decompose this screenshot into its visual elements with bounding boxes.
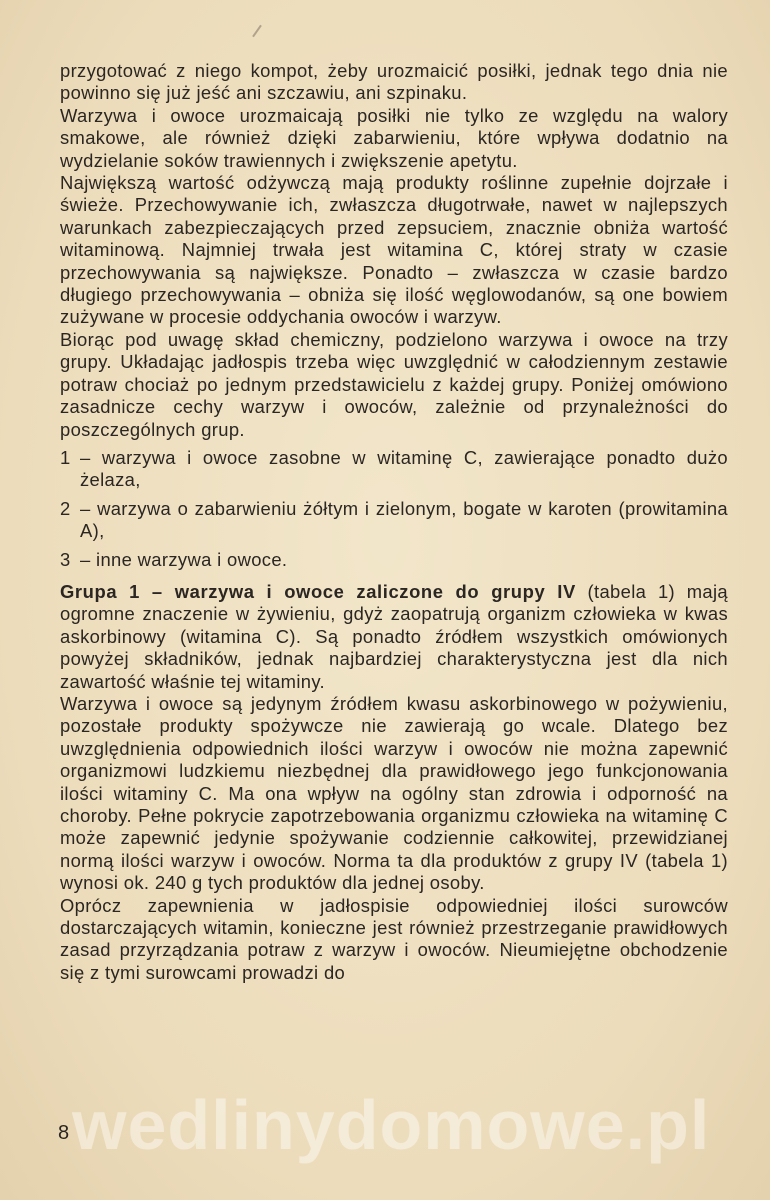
- group1-text: (tabela 1) mają ogromne znaczenie w żywieniu, gdyż zaopatrują organizm człowieka w kwas askorbinowy (witamina C). Są ponadto źródłem wszystkich omówionych powyżej składników, jednak najbardziej charakterystyczna jest dla nich zawartość właśnie tej witaminy.: [60, 580, 728, 692]
- list-item: [60, 498, 728, 543]
- groups-list: [60, 447, 728, 571]
- scan-mark: [252, 25, 262, 38]
- list-item-text: – warzywa o zabarwieniu żółtym i zielonym, bogate w karoten (prowitamina A),: [80, 497, 728, 542]
- list-item: [60, 549, 728, 571]
- list-item-text: – inne warzywa i owoce.: [80, 548, 288, 570]
- list-item-number: 2: [60, 497, 71, 519]
- group1-paragraph: [60, 581, 728, 693]
- paragraph-3: Największą wartość odżywczą mają produkty roślinne zupełnie dojrzałe i świeże. Przechowywanie ich, zwłaszcza długotrwałe, nawet w najlepszych warunkach zabezpieczających przed zepsuciem, znacznie obniża wartość witaminową. Najmniej trwała jest witamina C, której straty w czasie przechowywania są największe. Ponadto – zwłaszcza w czasie bardzo długiego przechowywania – obniża się ilość węglowodanów, są one bowiem zużywane w procesie oddychania owoców i warzyw.: [60, 172, 728, 328]
- paragraph-6: Warzywa i owoce są jedynym źródłem kwasu askorbinowego w pożywieniu, pozostałe produkty spożywcze nie zawierają go wcale. Dlatego bez uwzględnienia odpowiednich ilości warzyw i owoców nie można zapewnić organizmowi ludzkiemu niezbędnej dla prawidłowego jego funkcjonowania ilości witaminy C. Ma ona wpływ na ogólny stan zdrowia i odporność na choroby. Pełne pokrycie zapotrzebowania organizmu człowieka na witaminę C może zapewnić jedynie spożywanie codziennie całkowitej, przewidzianej normą ilości warzyw i owoców. Norma ta dla produktów z grupy IV (tabela 1) wynosi ok. 240 g tych produktów dla jednej osoby.: [60, 692, 728, 894]
- paragraph-4: Biorąc pod uwagę skład chemiczny, podzielono warzywa i owoce na trzy grupy. Układając jadłospis trzeba więc uwzględnić w całodziennym zestawie potraw chociaż po jednym przedstawicielu z każdej grupy. Poniżej omówiono zasadnicze cechy warzyw i owoców, zależnie od przynależności do poszczególnych grup.: [60, 328, 728, 440]
- list-item-number: 1: [60, 446, 71, 468]
- page-number: 8: [58, 1122, 70, 1144]
- paragraph-1: przygotować z niego kompot, żeby urozmaicić posiłki, jednak tego dnia nie powinno się już jeść ani szczawiu, ani szpinaku.: [60, 60, 728, 104]
- list-item: [60, 447, 728, 492]
- paragraph-7: Oprócz zapewnienia w jadłospisie odpowiedniej ilości surowców dostarczających witamin, konieczne jest również przestrzeganie prawidłowych zasad przyrządzania potraw z warzyw i owoców. Nieumiejętne obchodzenie się z tymi surowcami prowadzi do: [60, 894, 728, 983]
- watermark: wedlinydomowe.pl: [72, 1086, 711, 1164]
- page-text: [60, 60, 728, 984]
- list-item-number: 3: [60, 548, 71, 570]
- paragraph-2: Warzywa i owoce urozmaicają posiłki nie tylko ze względu na walory smakowe, ale również dzięki zabarwieniu, które wpływa dodatnio na wydzielanie soków trawiennych i zwiększenie apetytu.: [60, 104, 728, 171]
- group1-heading: Grupa 1 – warzywa i owoce zaliczone do grupy IV: [60, 580, 576, 602]
- list-item-text: – warzywa i owoce zasobne w witaminę C, zawierające ponadto dużo żelaza,: [80, 446, 728, 491]
